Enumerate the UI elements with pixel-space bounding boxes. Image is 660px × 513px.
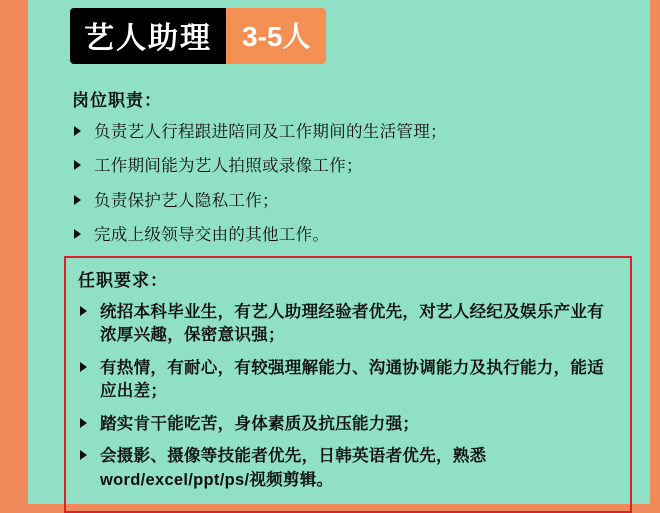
list-item <box>76 357 620 404</box>
triangle-bullet-icon <box>80 418 87 428</box>
title-banner <box>70 8 326 64</box>
duties-list <box>70 121 630 248</box>
list-item-text: 踏实肯干能吃苦，身体素质及抗压能力强； <box>100 414 420 433</box>
list-item-text: 负责保护艺人隐私工作； <box>94 191 279 210</box>
requirements-section <box>64 256 632 513</box>
list-item <box>70 190 630 213</box>
list-item <box>70 224 630 247</box>
requirements-list <box>76 301 620 492</box>
triangle-bullet-icon <box>80 450 87 460</box>
triangle-bullet-icon <box>74 229 81 239</box>
requirements-heading: 任职要求： <box>78 271 168 290</box>
triangle-bullet-icon <box>74 195 81 205</box>
list-item-text: 工作期间能为艺人拍照或录像工作； <box>94 157 363 176</box>
list-item <box>70 121 630 144</box>
list-item-text: 会摄影、摄像等技能者优先，日韩英语者优先，熟悉word/excel/ppt/ps/视频剪辑。 <box>100 447 487 489</box>
list-item <box>76 413 620 436</box>
list-item <box>76 445 620 492</box>
triangle-bullet-icon <box>80 306 87 316</box>
list-item-text: 负责艺人行程跟进陪同及工作期间的生活管理； <box>94 123 447 141</box>
list-item <box>76 301 620 348</box>
triangle-bullet-icon <box>74 126 81 136</box>
headcount-badge: 3-5人 <box>226 8 326 64</box>
triangle-bullet-icon <box>80 362 87 372</box>
job-title: 艺人助理 <box>70 8 226 64</box>
list-item-text: 有热情，有耐心，有较强理解能力、沟通协调能力及执行能力，能适应出差； <box>100 358 604 401</box>
duties-heading: 岗位职责： <box>72 91 162 110</box>
right-margin-strip <box>650 0 660 504</box>
triangle-bullet-icon <box>74 160 81 170</box>
list-item-text: 完成上级领导交由的其他工作。 <box>94 226 330 245</box>
job-card <box>28 0 660 504</box>
duties-section <box>70 86 630 259</box>
list-item-text: 统招本科毕业生，有艺人助理经验者优先，对艺人经纪及娱乐产业有浓厚兴趣，保密意识强； <box>100 303 604 345</box>
list-item <box>70 155 630 178</box>
